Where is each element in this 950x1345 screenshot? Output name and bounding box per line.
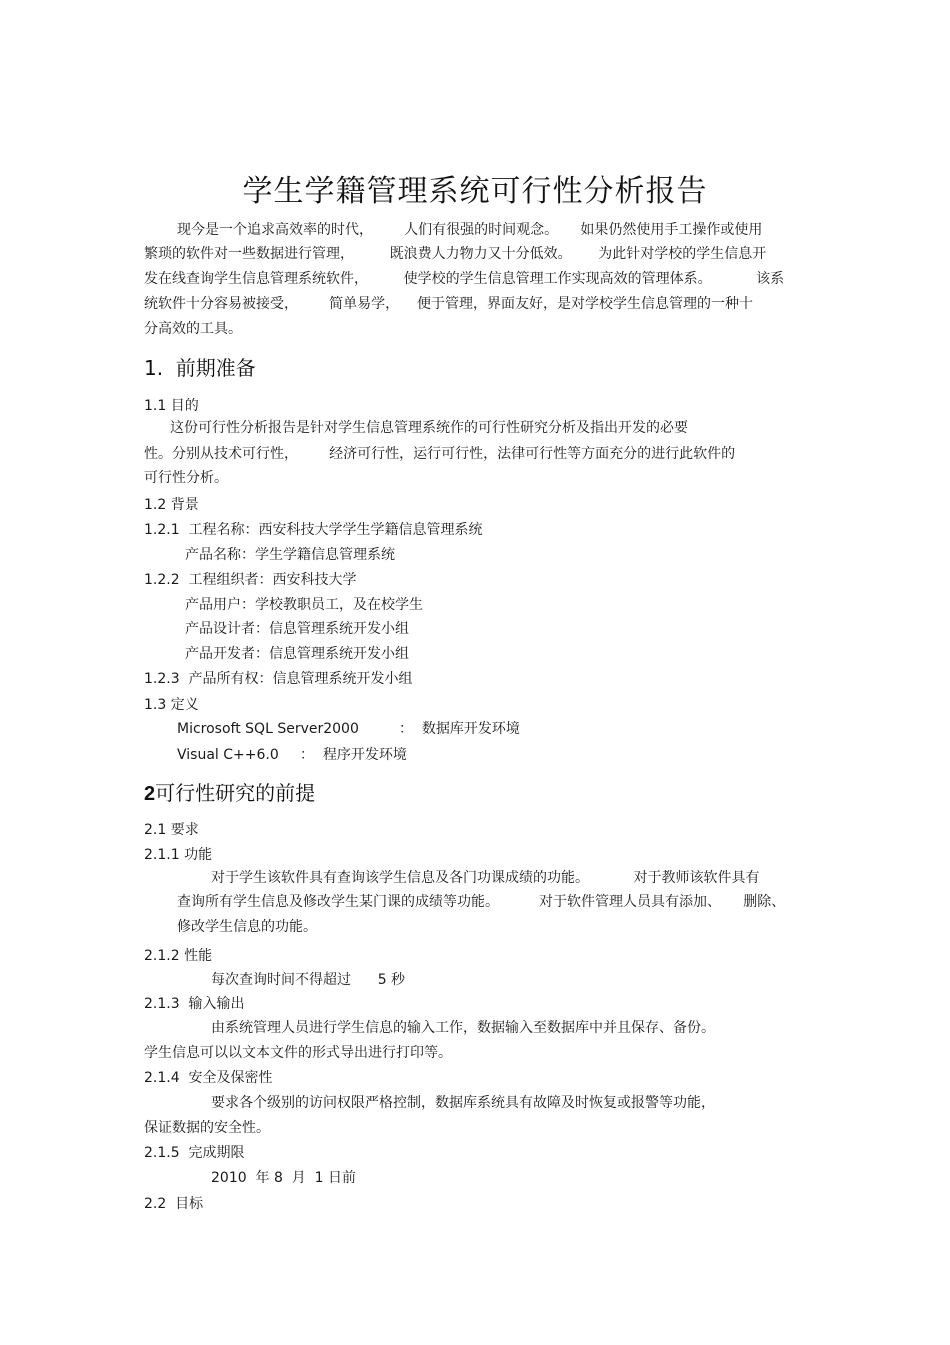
background-item: 1.2.3 产品所有权：信息管理系统开发小组 [144, 671, 413, 687]
function-line: 对于学生该软件具有查询该学生信息及各门功课成绩的功能。 对于教师该软件具有 [211, 870, 760, 886]
function-line: 查询所有学生信息及修改学生某门课的成绩等功能。 对于软件管理人员具有添加、 删除、 [177, 894, 786, 910]
security-line: 保证数据的安全性。 [144, 1120, 270, 1136]
security-line: 要求各个级别的访问权限严格控制，数据库系统具有故障及时恢复或报警等功能， [211, 1095, 715, 1111]
section-number: 2 [144, 783, 156, 805]
performance-line: 每次查询时间不得超过 5 秒 [211, 972, 406, 988]
intro-line: 繁琐的软件对一些数据进行管理， 既浪费人力物力又十分低效。 为此针对学校的学生信息开 [144, 246, 767, 262]
subsection-2-1-2: 2.1.2 性能 [144, 948, 213, 964]
background-item: 产品设计者：信息管理系统开发小组 [185, 621, 409, 637]
subsection-1-3: 1.3 定义 [144, 697, 199, 713]
section-heading-1: 1. 前期准备 [144, 356, 256, 380]
intro-line: 现今是一个追求高效率的时代， 人们有很强的时间观念。 如果仍然使用手工操作或使用 [177, 222, 763, 238]
definition-desc: ： 程序开发环境 [300, 747, 407, 763]
io-line: 由系统管理人员进行学生信息的输入工作，数据输入至数据库中并且保存、备份。 [211, 1020, 715, 1036]
subsection-1-1: 1.1 目的 [144, 398, 199, 414]
subsection-2-1-4: 2.1.4 安全及保密性 [144, 1070, 273, 1086]
subsection-2-1-5: 2.1.5 完成期限 [144, 1145, 245, 1161]
function-line: 修改学生信息的功能。 [177, 919, 317, 935]
definition-term: Visual C++6.0 [177, 747, 279, 763]
subsection-2-1-3: 2.1.3 输入输出 [144, 996, 245, 1012]
subsection-2-1: 2.1 要求 [144, 822, 199, 838]
definition-term: Microsoft SQL Server2000 [177, 721, 359, 737]
background-item: 产品用户：学校教职员工，及在校学生 [185, 597, 423, 613]
section-title: 可行性研究的前提 [155, 781, 316, 805]
section-heading-2 [144, 780, 315, 807]
background-item: 1.2.1 工程名称：西安科技大学学生学籍信息管理系统 [144, 522, 483, 538]
io-line: 学生信息可以以文本文件的形式导出进行打印等。 [144, 1045, 452, 1061]
background-item: 产品开发者：信息管理系统开发小组 [185, 646, 409, 662]
document-title: 学生学籍管理系统可行性分析报告 [242, 174, 708, 209]
purpose-line: 性。分别从技术可行性， 经济可行性，运行可行性，法律可行性等方面充分的进行此软件的 [144, 446, 736, 462]
purpose-line: 这份可行性分析报告是针对学生信息管理系统作的可行性研究分析及指出开发的必要 [170, 420, 688, 436]
definition-desc: ： 数据库开发环境 [399, 721, 520, 737]
purpose-line: 可行性分析。 [144, 470, 228, 486]
intro-line: 分高效的工具。 [144, 321, 242, 337]
intro-line: 发在线查询学生信息管理系统软件， 使学校的学生信息管理工作实现高效的管理体系。 该系 [144, 271, 785, 287]
deadline-line: 2010 年 8 月 1 日前 [211, 1170, 357, 1186]
subsection-2-1-1: 2.1.1 功能 [144, 847, 213, 863]
background-item: 产品名称：学生学籍信息管理系统 [185, 547, 395, 563]
intro-line: 统软件十分容易被接受， 简单易学， 便于管理，界面友好，是对学校学生信息管理的一种十 [144, 296, 753, 312]
subsection-2-2: 2.2 目标 [144, 1196, 204, 1212]
background-item: 1.2.2 工程组织者：西安科技大学 [144, 572, 357, 588]
subsection-1-2: 1.2 背景 [144, 497, 199, 513]
